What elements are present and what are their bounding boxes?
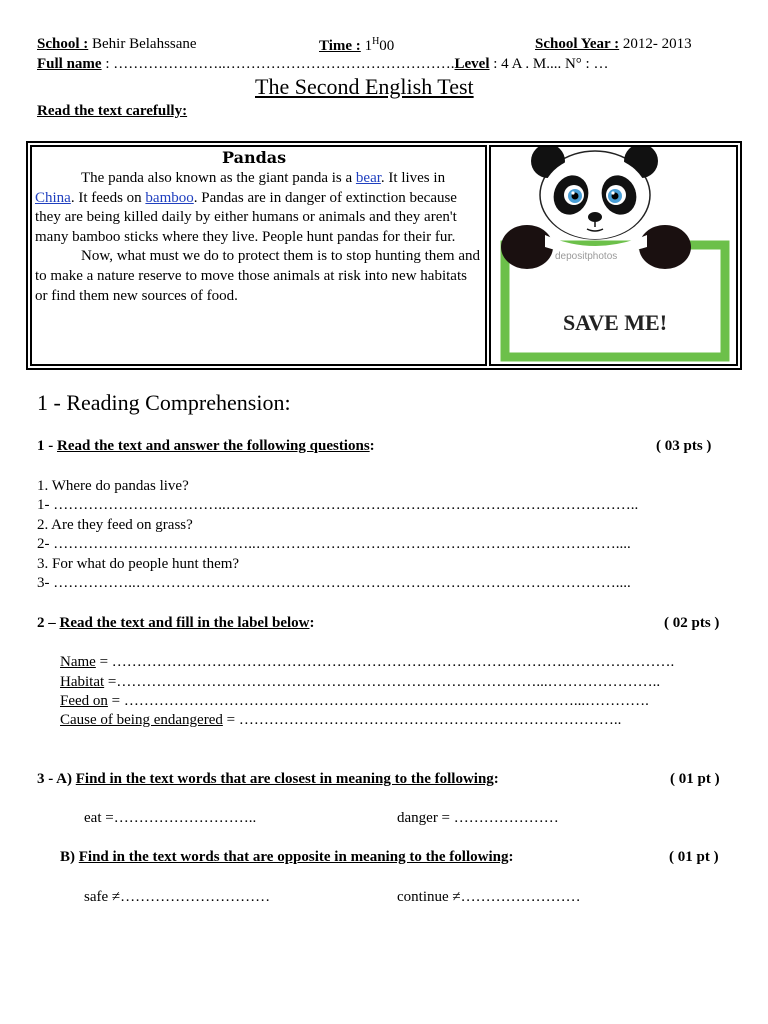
q1-item-3-question: 3. For what do people hunt them? xyxy=(37,556,240,572)
passage-p2: Now, what must we do to protect them is to stop hunting them and to make a nature reserve to move those animals at risk into new habitats or find them new sources of food. xyxy=(35,248,480,304)
q3a-num: 3 - A) xyxy=(37,771,76,787)
q1-item-1-question: 1. Where do pandas live? xyxy=(37,478,189,494)
passage-heading: Pandas xyxy=(222,148,287,167)
time-field xyxy=(319,36,394,55)
passage-p1-c: . It feeds on xyxy=(70,189,146,206)
q1-num: 1 - xyxy=(37,438,57,454)
panda-illustration xyxy=(491,147,738,366)
q3a-colon: : xyxy=(493,771,499,787)
q3b-safe-line[interactable]: safe ≠………………………… xyxy=(84,889,271,905)
q1-item-2-answer-line[interactable]: 2- …………………………………..……………………………………………………………….... xyxy=(37,536,631,552)
q3a-danger-line[interactable]: danger = ………………… xyxy=(397,810,559,826)
q2-field-cause[interactable] xyxy=(60,712,621,729)
q3b-colon: : xyxy=(508,849,514,865)
q2-field-name[interactable] xyxy=(60,654,674,671)
passage-p1-d: . Pandas are in danger of extinction because they are being killed daily by either humans or animals and they aren't many bamboo sticks where they live. People hunt pandas for their fur. xyxy=(35,189,457,245)
link-china[interactable]: China xyxy=(35,189,71,206)
q3a-heading xyxy=(37,771,499,788)
q1-item-2-question: 2. Are they feed on grass? xyxy=(37,517,193,533)
page-title xyxy=(255,74,474,100)
q2-field-cause-label: Cause of being endangered xyxy=(60,712,223,728)
q2-field-feed-on-label: Feed on xyxy=(60,693,108,709)
q1-label: Read the text and answer the following questions xyxy=(57,438,370,454)
q2-field-feed-on[interactable] xyxy=(60,693,649,710)
q3b-points: ( 01 pt ) xyxy=(669,849,719,865)
watermark-text: depositphotos xyxy=(555,251,618,262)
time-value: 1 xyxy=(360,38,373,54)
q3a-label: Find in the text words that are closest in meaning to the following xyxy=(75,771,494,787)
q2-field-name-line: = ……………………………………………………………………………….…………………. xyxy=(95,654,675,670)
q3b-heading xyxy=(60,849,513,866)
q3a-eat-line[interactable]: eat =……………………….. xyxy=(84,810,257,826)
q1-heading xyxy=(37,438,375,455)
time-minutes: 00 xyxy=(379,38,395,54)
school-field xyxy=(37,36,197,53)
school-year-field xyxy=(535,36,692,53)
q2-colon: : xyxy=(309,615,315,631)
q2-field-habitat[interactable] xyxy=(60,674,660,691)
panda-image-box xyxy=(489,145,738,366)
q2-points: ( 02 pts ) xyxy=(664,615,720,631)
fullname-value: : …………………..………………………………………. xyxy=(101,56,455,72)
passage-p1-a: The panda also known as the giant panda is a xyxy=(81,170,356,186)
read-instruction: Read the text carefully: xyxy=(37,103,188,119)
q1-points: ( 03 pts ) xyxy=(656,438,712,454)
q2-field-habitat-line: =…………………………………………………………………………...………………….. xyxy=(104,674,661,690)
q2-label: Read the text and fill in the label below xyxy=(59,615,310,631)
q2-field-habitat-label: Habitat xyxy=(60,674,105,690)
q1-colon: : xyxy=(369,438,375,454)
q2-field-cause-line: = ………………………………………………………………….. xyxy=(222,712,622,728)
level-label: Level xyxy=(454,56,490,72)
time-label: Time : xyxy=(319,38,361,54)
q3b-label: Find in the text words that are opposite in meaning to the following xyxy=(78,849,509,865)
link-bear[interactable]: bear xyxy=(355,170,381,186)
time-sup: H xyxy=(372,36,380,47)
link-bamboo[interactable]: bamboo xyxy=(145,189,194,206)
q2-heading xyxy=(37,615,315,632)
panda-glint-right xyxy=(611,191,614,194)
school-year-label: School Year : xyxy=(535,36,620,52)
school-value: Behir Belahssane xyxy=(88,36,197,52)
q2-field-feed-on-line: = ………………………………………………………………………………...…………. xyxy=(107,693,649,709)
panda-glint-left xyxy=(571,191,574,194)
section-reading-title: 1 - Reading Comprehension: xyxy=(37,390,291,415)
level-value: : 4 A . M.... N° : … xyxy=(489,56,609,72)
q2-field-name-label: Name xyxy=(60,654,96,670)
q2-num: 2 – xyxy=(37,615,60,631)
q3a-points: ( 01 pt ) xyxy=(670,771,720,787)
q3b-num: B) xyxy=(60,849,79,865)
q1-item-1-answer-line[interactable]: 1- ……………………………..……………………………………………………………………….. xyxy=(37,497,639,513)
save-me-text: SAVE ME! xyxy=(562,310,668,335)
panda-nose xyxy=(588,212,602,222)
page-title-text: The Second English Test xyxy=(255,74,474,99)
fullname-label: Full name xyxy=(37,56,102,72)
passage-text xyxy=(35,169,480,306)
school-label: School : xyxy=(37,36,89,52)
school-year-value: 2012- 2013 xyxy=(619,36,692,52)
fullname-field xyxy=(37,56,608,73)
passage-p1-b: . It lives in xyxy=(380,170,446,186)
q1-item-3-answer-line[interactable]: 3- ……………..…………………………………………………………………………………….... xyxy=(37,575,631,591)
q3b-continue-line[interactable]: continue ≠…………………… xyxy=(397,889,581,905)
